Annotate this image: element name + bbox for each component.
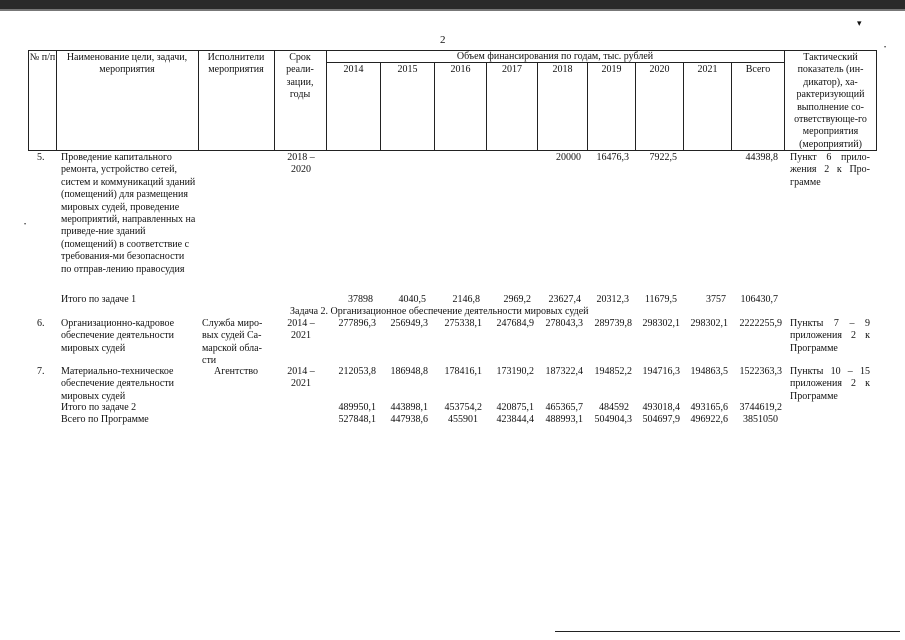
task2-total-2021: 493165,6 (690, 402, 728, 413)
row6-2019: 289739,8 (594, 318, 632, 329)
program-total-2021: 496922,6 (690, 414, 728, 425)
header-executors: Исполнители мероприятия (207, 52, 265, 76)
row6-2015: 256949,3 (390, 318, 428, 329)
header-funding-title: Объем финансирования по годам, тыс. рублей (456, 51, 654, 62)
program-total-2015: 447938,6 (390, 414, 428, 425)
row7-2015: 186948,8 (390, 366, 428, 377)
task2-total-2015: 443898,1 (390, 402, 428, 413)
program-total-all: 3851050 (743, 414, 778, 425)
task1-total-2014: 37898 (348, 294, 373, 305)
header-bottom-border (28, 150, 877, 151)
task2-total-2018: 465365,7 (545, 402, 583, 413)
task1-total-all: 106430,7 (740, 294, 778, 305)
row5-num: 5. (37, 152, 45, 163)
scan-speck: • (884, 45, 887, 51)
task2-total-2019: 484592 (599, 402, 629, 413)
row5-term: 2018 – 2020 (287, 152, 315, 176)
year-header-2018: 2018 (552, 64, 573, 75)
program-total-2017: 423844,4 (496, 414, 534, 425)
task2-total-label: Итого по задаче 2 (61, 402, 137, 413)
row6-executor: Служба миро-вых судей Са-марской обла-сти (202, 318, 263, 367)
row7-2018: 187322,4 (545, 366, 583, 377)
scan-speck: • (24, 222, 27, 228)
program-total-2016: 455901 (448, 414, 478, 425)
row7-2014: 212053,8 (338, 366, 376, 377)
row6-2020: 298302,1 (642, 318, 680, 329)
row7-2017: 173190,2 (496, 366, 534, 377)
year-header-2019: 2019 (601, 64, 622, 75)
program-total-2019: 504904,3 (594, 414, 632, 425)
col-divider (876, 50, 877, 151)
year-header-2014: 2014 (343, 64, 364, 75)
program-total-2020: 504697,9 (642, 414, 680, 425)
scan-speck: ▾ (857, 18, 862, 28)
row5-2020: 7922,5 (649, 152, 677, 163)
task2-title: Задача 2. Организационное обеспечение деятельности мировых судей (290, 306, 589, 317)
task2-total-2020: 493018,4 (642, 402, 680, 413)
year-header-2015: 2015 (397, 64, 418, 75)
row7-term: 2014 – 2021 (287, 366, 315, 390)
program-total-2018: 488993,1 (545, 414, 583, 425)
task1-total-2015: 4040,5 (398, 294, 426, 305)
row5-2018: 20000 (556, 152, 581, 163)
row5-indicator: Пункт 6 прило-жения 2 к Про-грамме (790, 152, 870, 188)
col-divider (56, 50, 57, 151)
header-indicator: Тактический показатель (ин-дикатор), ха-рактеризующий выполнение со-ответствующе-го мероприятия (мероприятий) (794, 52, 867, 150)
page-number: 2 (440, 34, 446, 46)
year-header-2021: 2021 (697, 64, 718, 75)
row6-total: 2222255,9 (739, 318, 782, 329)
task1-total-2017: 2969,2 (503, 294, 531, 305)
row6-indicator: Пункты 7 – 9 приложения 2 к Программе (790, 318, 870, 354)
header-num: № п/п (29, 52, 56, 63)
task1-total-2018: 23627,4 (548, 294, 581, 305)
row5-total: 44398,8 (745, 152, 778, 163)
row6-term: 2014 – 2021 (287, 318, 315, 342)
program-total-label: Всего по Программе (61, 414, 149, 425)
scan-top-edge (0, 0, 905, 9)
row6-num: 6. (37, 318, 45, 329)
year-header-2020: 2020 (649, 64, 670, 75)
col-divider (274, 50, 275, 151)
row5-name: Проведение капитального ремонта, устройство сетей, систем и коммуникаций зданий (помещений) для размещения мировых судей, проведение мероприятий, направленных на приведе-ние зданий (помещений) в соответствие с требования-ми безопасности по отправ-лению правосудия (61, 152, 196, 275)
header-term: Срок реали-зации, годы (286, 52, 314, 101)
row6-2018: 278043,3 (545, 318, 583, 329)
row6-2021: 298302,1 (690, 318, 728, 329)
row7-indicator: Пункты 10 – 15 приложения 2 к Программе (790, 366, 870, 402)
task2-total-2014: 489950,1 (338, 402, 376, 413)
task2-total-2017: 420875,1 (496, 402, 534, 413)
row6-name: Организационно-кадровое обеспечение деятельности мировых судей (61, 318, 175, 354)
task1-total-label: Итого по задаче 1 (61, 294, 137, 305)
row7-2019: 194852,2 (594, 366, 632, 377)
page-bottom-rule (555, 631, 900, 632)
task2-total-2016: 453754,2 (444, 402, 482, 413)
header-name: Наименование цели, задачи, мероприятия (66, 52, 188, 76)
task2-total-all: 3744619,2 (739, 402, 782, 413)
row5-2019: 16476,3 (596, 152, 629, 163)
task1-total-2021: 3757 (706, 294, 726, 305)
task1-total-2019: 20312,3 (596, 294, 629, 305)
col-divider (28, 50, 29, 151)
year-header-total: Всего (745, 64, 771, 75)
row7-2016: 178416,1 (444, 366, 482, 377)
row7-num: 7. (37, 366, 45, 377)
program-total-2014: 527848,1 (338, 414, 376, 425)
row6-2014: 277896,3 (338, 318, 376, 329)
task1-total-2020: 11679,5 (644, 294, 677, 305)
row6-2017: 247684,9 (496, 318, 534, 329)
col-divider (784, 50, 785, 151)
scan-top-edge-shadow (0, 9, 905, 11)
year-header-2016: 2016 (450, 64, 471, 75)
row7-2021: 194863,5 (690, 366, 728, 377)
row7-total: 1522363,3 (739, 366, 782, 377)
row7-executor: Агентство (214, 366, 258, 377)
row7-2020: 194716,3 (642, 366, 680, 377)
row7-name: Материально-техническое обеспечение деятельности мировых судей (61, 366, 174, 402)
task1-total-2016: 2146,8 (452, 294, 480, 305)
col-divider (198, 50, 199, 151)
year-header-2017: 2017 (502, 64, 522, 75)
row6-2016: 275338,1 (444, 318, 482, 329)
